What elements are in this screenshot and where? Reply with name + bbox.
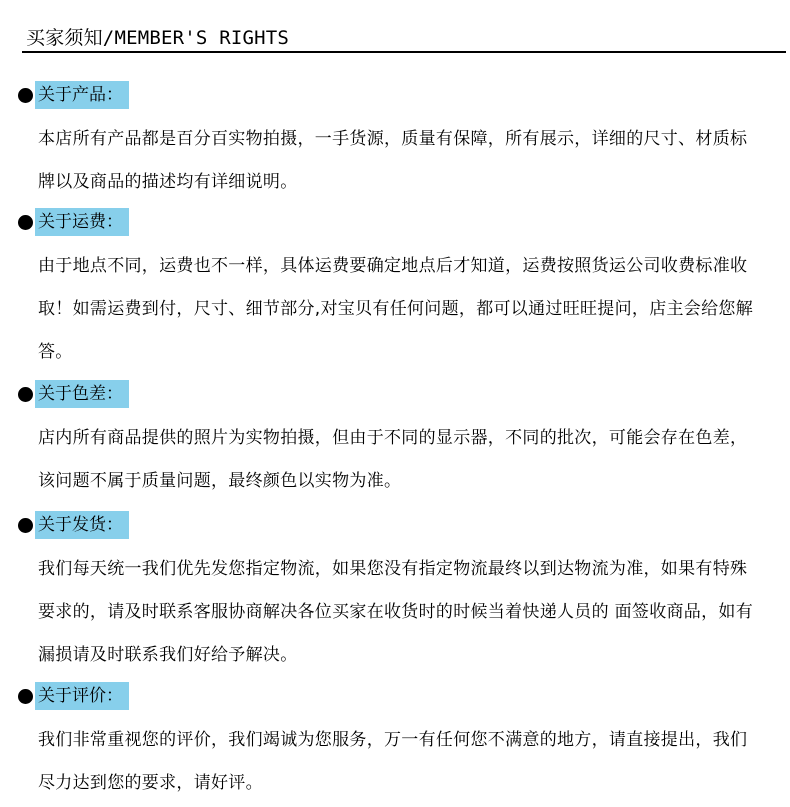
section-body: 我们非常重视您的评价，我们竭诚为您服务，万一有任何您不满意的地方，请直接提出，我们尽力达到您的要求，请好评。 (38, 730, 748, 793)
section-body: 店内所有商品提供的照片为实物拍摄，但由于不同的显示器，不同的批次，可能会存在色差，该问题不属于质量问题，最终颜色以实物为准。 (38, 428, 748, 491)
bullet-icon (18, 387, 33, 402)
bullet-icon (18, 518, 33, 533)
title-divider (22, 51, 786, 53)
section-body: 本店所有产品都是百分百实物拍摄，一手货源，质量有保障，所有展示，详细的尺寸、材质标牌以及商品的描述均有详细说明。 (38, 129, 748, 192)
section-body: 我们每天统一我们优先发您指定物流，如果您没有指定物流最终以到达物流为准，如果有特殊要求的，请及时联系客服协商解决各位买家在收货时的时候当着快递人员的 面签收商品，如有漏损请及时联系我们好给予解决。 (38, 559, 754, 665)
section-heading: 关于发货： (35, 511, 129, 539)
bullet-icon (18, 215, 33, 230)
section-heading: 关于色差： (35, 380, 129, 408)
bullet-icon (18, 689, 33, 704)
section-body: 由于地点不同，运费也不一样，具体运费要确定地点后才知道，运费按照货运公司收费标准收取！如需运费到付，尺寸、细节部分,对宝贝有任何问题，都可以通过旺旺提问，店主会给您解答。 (38, 256, 754, 362)
section-heading: 关于运费： (35, 208, 129, 236)
section-heading: 关于产品： (35, 81, 129, 109)
section-heading: 关于评价： (35, 682, 129, 710)
page-title: 买家须知/MEMBER'S RIGHTS (26, 27, 290, 49)
bullet-icon (18, 88, 33, 103)
